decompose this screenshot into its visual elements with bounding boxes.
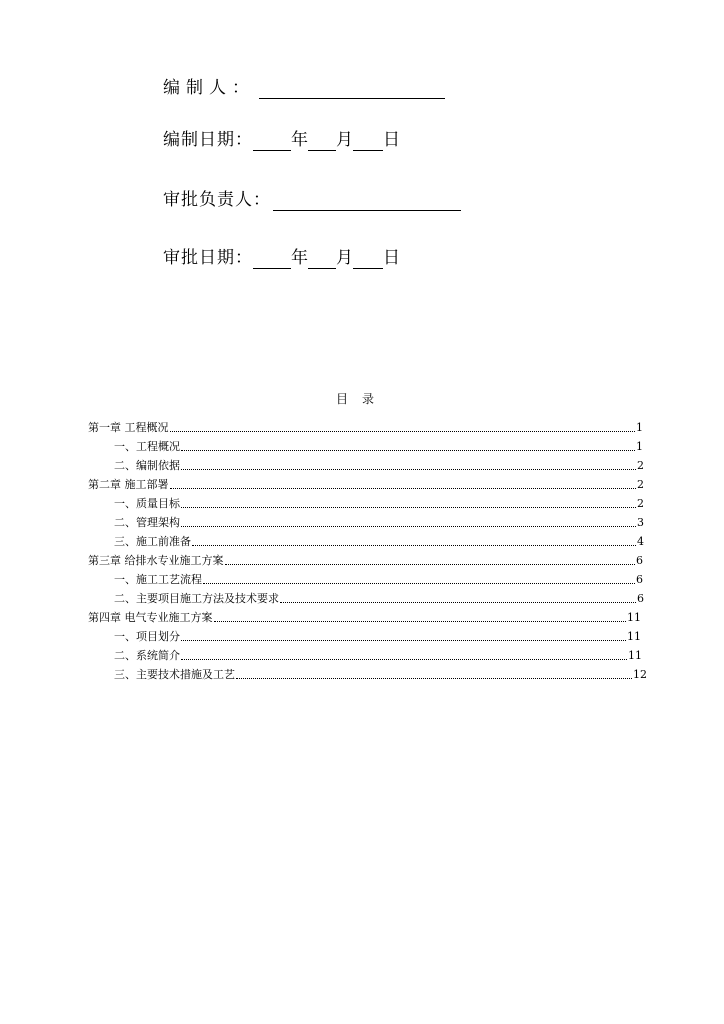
toc-entry[interactable] [88,610,641,625]
toc-entry[interactable] [114,572,643,587]
toc-entry[interactable] [114,591,644,606]
toc-entry[interactable] [114,439,643,454]
toc-entry-text: 三、主要技术措施及工艺 [114,668,235,681]
toc-page-number: 2 [637,478,644,491]
toc-leader [236,677,632,679]
toc-entry-text: 一、项目划分 [114,630,180,643]
approver-label: 审批负责人： [163,190,271,210]
toc-entry[interactable] [88,477,644,492]
toc-page-number: 6 [636,554,643,567]
toc-leader [170,487,637,489]
toc-page-number: 11 [627,611,641,624]
toc-entry[interactable] [88,553,643,568]
approver-row [163,189,461,211]
toc-leader [214,620,627,622]
toc-entry[interactable] [114,515,644,530]
toc-leader [181,506,636,508]
approver-blank[interactable] [273,191,461,211]
toc-page-number: 6 [636,573,643,586]
toc-page-number: 2 [637,459,644,472]
toc-leader [181,639,626,641]
toc-entry[interactable] [114,629,641,644]
toc-entry-text: 一、质量目标 [114,497,180,510]
toc-entry[interactable] [114,496,644,511]
toc-leader [181,658,627,660]
toc-leader [280,601,636,603]
toc-page-number: 1 [636,440,643,453]
toc-entry-text: 三、施工前准备 [114,535,191,548]
toc-page-number: 2 [637,497,644,510]
approve-month-blank[interactable] [308,249,336,269]
toc-entry[interactable] [88,420,643,435]
toc-page-number: 4 [637,535,644,548]
toc-entry[interactable] [114,458,644,473]
toc-leader [181,525,636,527]
toc-leader [181,449,635,451]
toc-page-number: 3 [637,516,644,529]
toc-entry-text: 二、主要项目施工方法及技术要求 [114,592,279,605]
toc-entry-text: 二、系统简介 [114,649,180,662]
month-unit: 月 [336,248,353,268]
toc-page-number: 1 [636,421,643,434]
toc-entry-text: 一、施工工艺流程 [114,573,202,586]
toc-leader [181,468,636,470]
approve-date-row [163,247,400,269]
compile-date-row [163,129,400,151]
compile-date-label: 编制日期： [163,130,253,150]
toc-leader [170,430,636,432]
toc-entry-text: 第三章 给排水专业施工方案 [88,554,224,567]
toc-entry-text: 二、管理架构 [114,516,180,529]
compile-month-blank[interactable] [308,131,336,151]
year-unit: 年 [291,248,308,268]
approve-year-blank[interactable] [253,249,291,269]
toc-leader [225,563,636,565]
compiler-blank[interactable] [259,79,445,99]
toc-page-number: 12 [633,668,647,681]
approve-date-label: 审批日期： [163,248,253,268]
toc-entry-text: 第一章 工程概况 [88,421,169,434]
month-unit: 月 [336,130,353,150]
toc-page-number: 11 [628,649,642,662]
day-unit: 日 [383,248,400,268]
compiler-label: 编制人： [163,78,255,98]
toc-entry[interactable] [114,667,647,682]
toc-entry[interactable] [114,534,644,549]
toc-leader [192,544,636,546]
toc-entry-text: 第四章 电气专业施工方案 [88,611,213,624]
year-unit: 年 [291,130,308,150]
toc-page-number: 6 [637,592,644,605]
compiler-row [163,77,445,99]
toc-leader [203,582,635,584]
toc-page-number: 11 [627,630,641,643]
toc-title: 目录 [335,392,388,406]
toc-entry-text: 第二章 施工部署 [88,478,169,491]
toc-entry-text: 二、编制依据 [114,459,180,472]
day-unit: 日 [383,130,400,150]
toc-entry[interactable] [114,648,642,663]
approve-day-blank[interactable] [353,249,383,269]
compile-year-blank[interactable] [253,131,291,151]
compile-day-blank[interactable] [353,131,383,151]
toc-entry-text: 一、工程概况 [114,440,180,453]
